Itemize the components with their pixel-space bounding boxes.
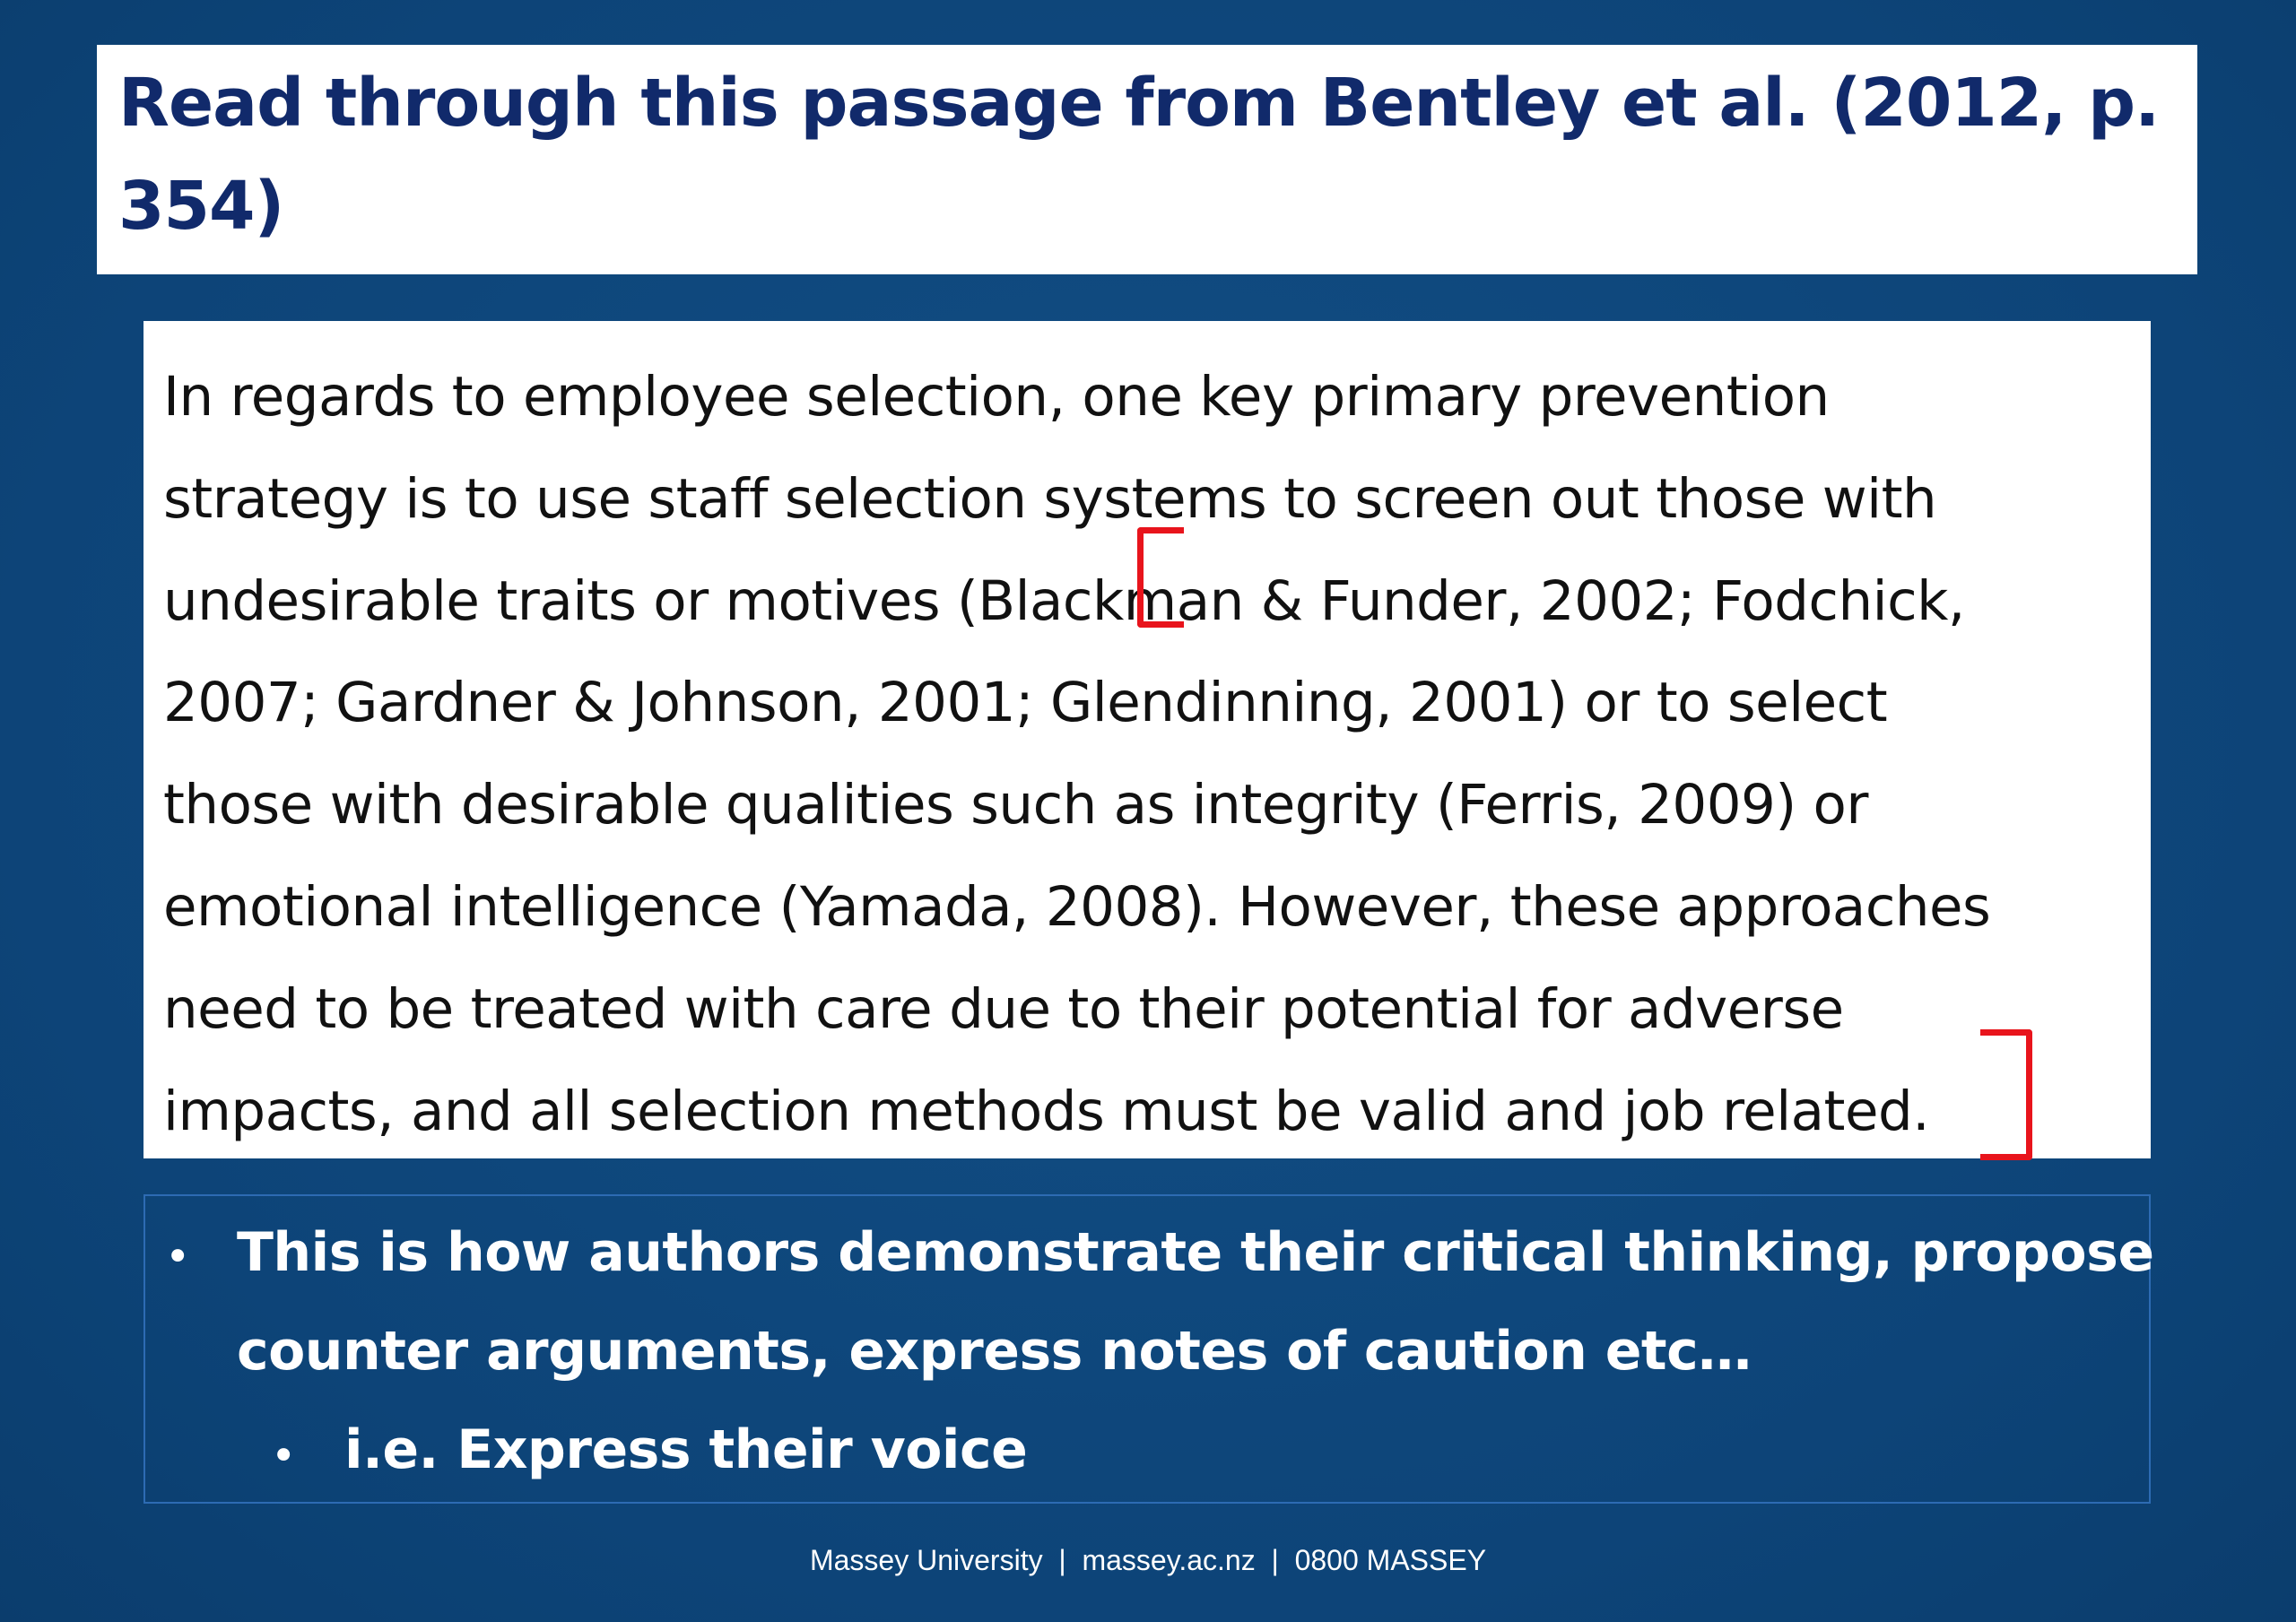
footer-separator: | (1271, 1544, 1279, 1576)
footer-phone: 0800 MASSEY (1294, 1544, 1487, 1576)
passage-line: impacts, and all selection methods must be valid and job related. (163, 1079, 1930, 1143)
bullet-main-line-1: This is how authors demonstrate their critical thinking, propose (237, 1221, 2154, 1284)
passage-box (144, 321, 2151, 1158)
highlight-open-bracket (1137, 527, 1184, 628)
footer-org: Massey University (809, 1544, 1043, 1576)
bullet-main-line-2: counter arguments, express notes of caution etc… (237, 1320, 1752, 1383)
highlight-close-bracket (1980, 1029, 2032, 1160)
slide-title: Read through this passage from Bentley et al. (2012, p. 354) (118, 65, 2160, 245)
passage-line: 2007; Gardner & Johnson, 2001; Glendinning, 2001) or to select (163, 671, 1888, 735)
footer-separator: | (1058, 1544, 1066, 1576)
passage-line: strategy is to use staff selection systems to screen out those with (163, 466, 1937, 531)
passage-line: emotional intelligence (Yamada, 2008). However, these approaches (163, 874, 1991, 939)
passage-line: those with desirable qualities such as integrity (Ferris, 2009) or (163, 773, 1868, 837)
footer-website: massey.ac.nz (1082, 1544, 1256, 1576)
passage-line: In regards to employee selection, one key primary prevention (163, 365, 1830, 429)
slide-title-box (97, 45, 2197, 274)
passage-line: need to be treated with care due to their potential for adverse (163, 976, 1844, 1041)
passage-line: undesirable traits or motives (Blackman & Funder, 2002; Fodchick, (163, 568, 1965, 633)
bullet-sub-line: i.e. Express their voice (344, 1418, 1028, 1481)
sub-bullet-icon: • (271, 1431, 297, 1481)
bullets-box (144, 1194, 2154, 1504)
footer (0, 1544, 2296, 1577)
bullet-icon: • (165, 1232, 191, 1282)
